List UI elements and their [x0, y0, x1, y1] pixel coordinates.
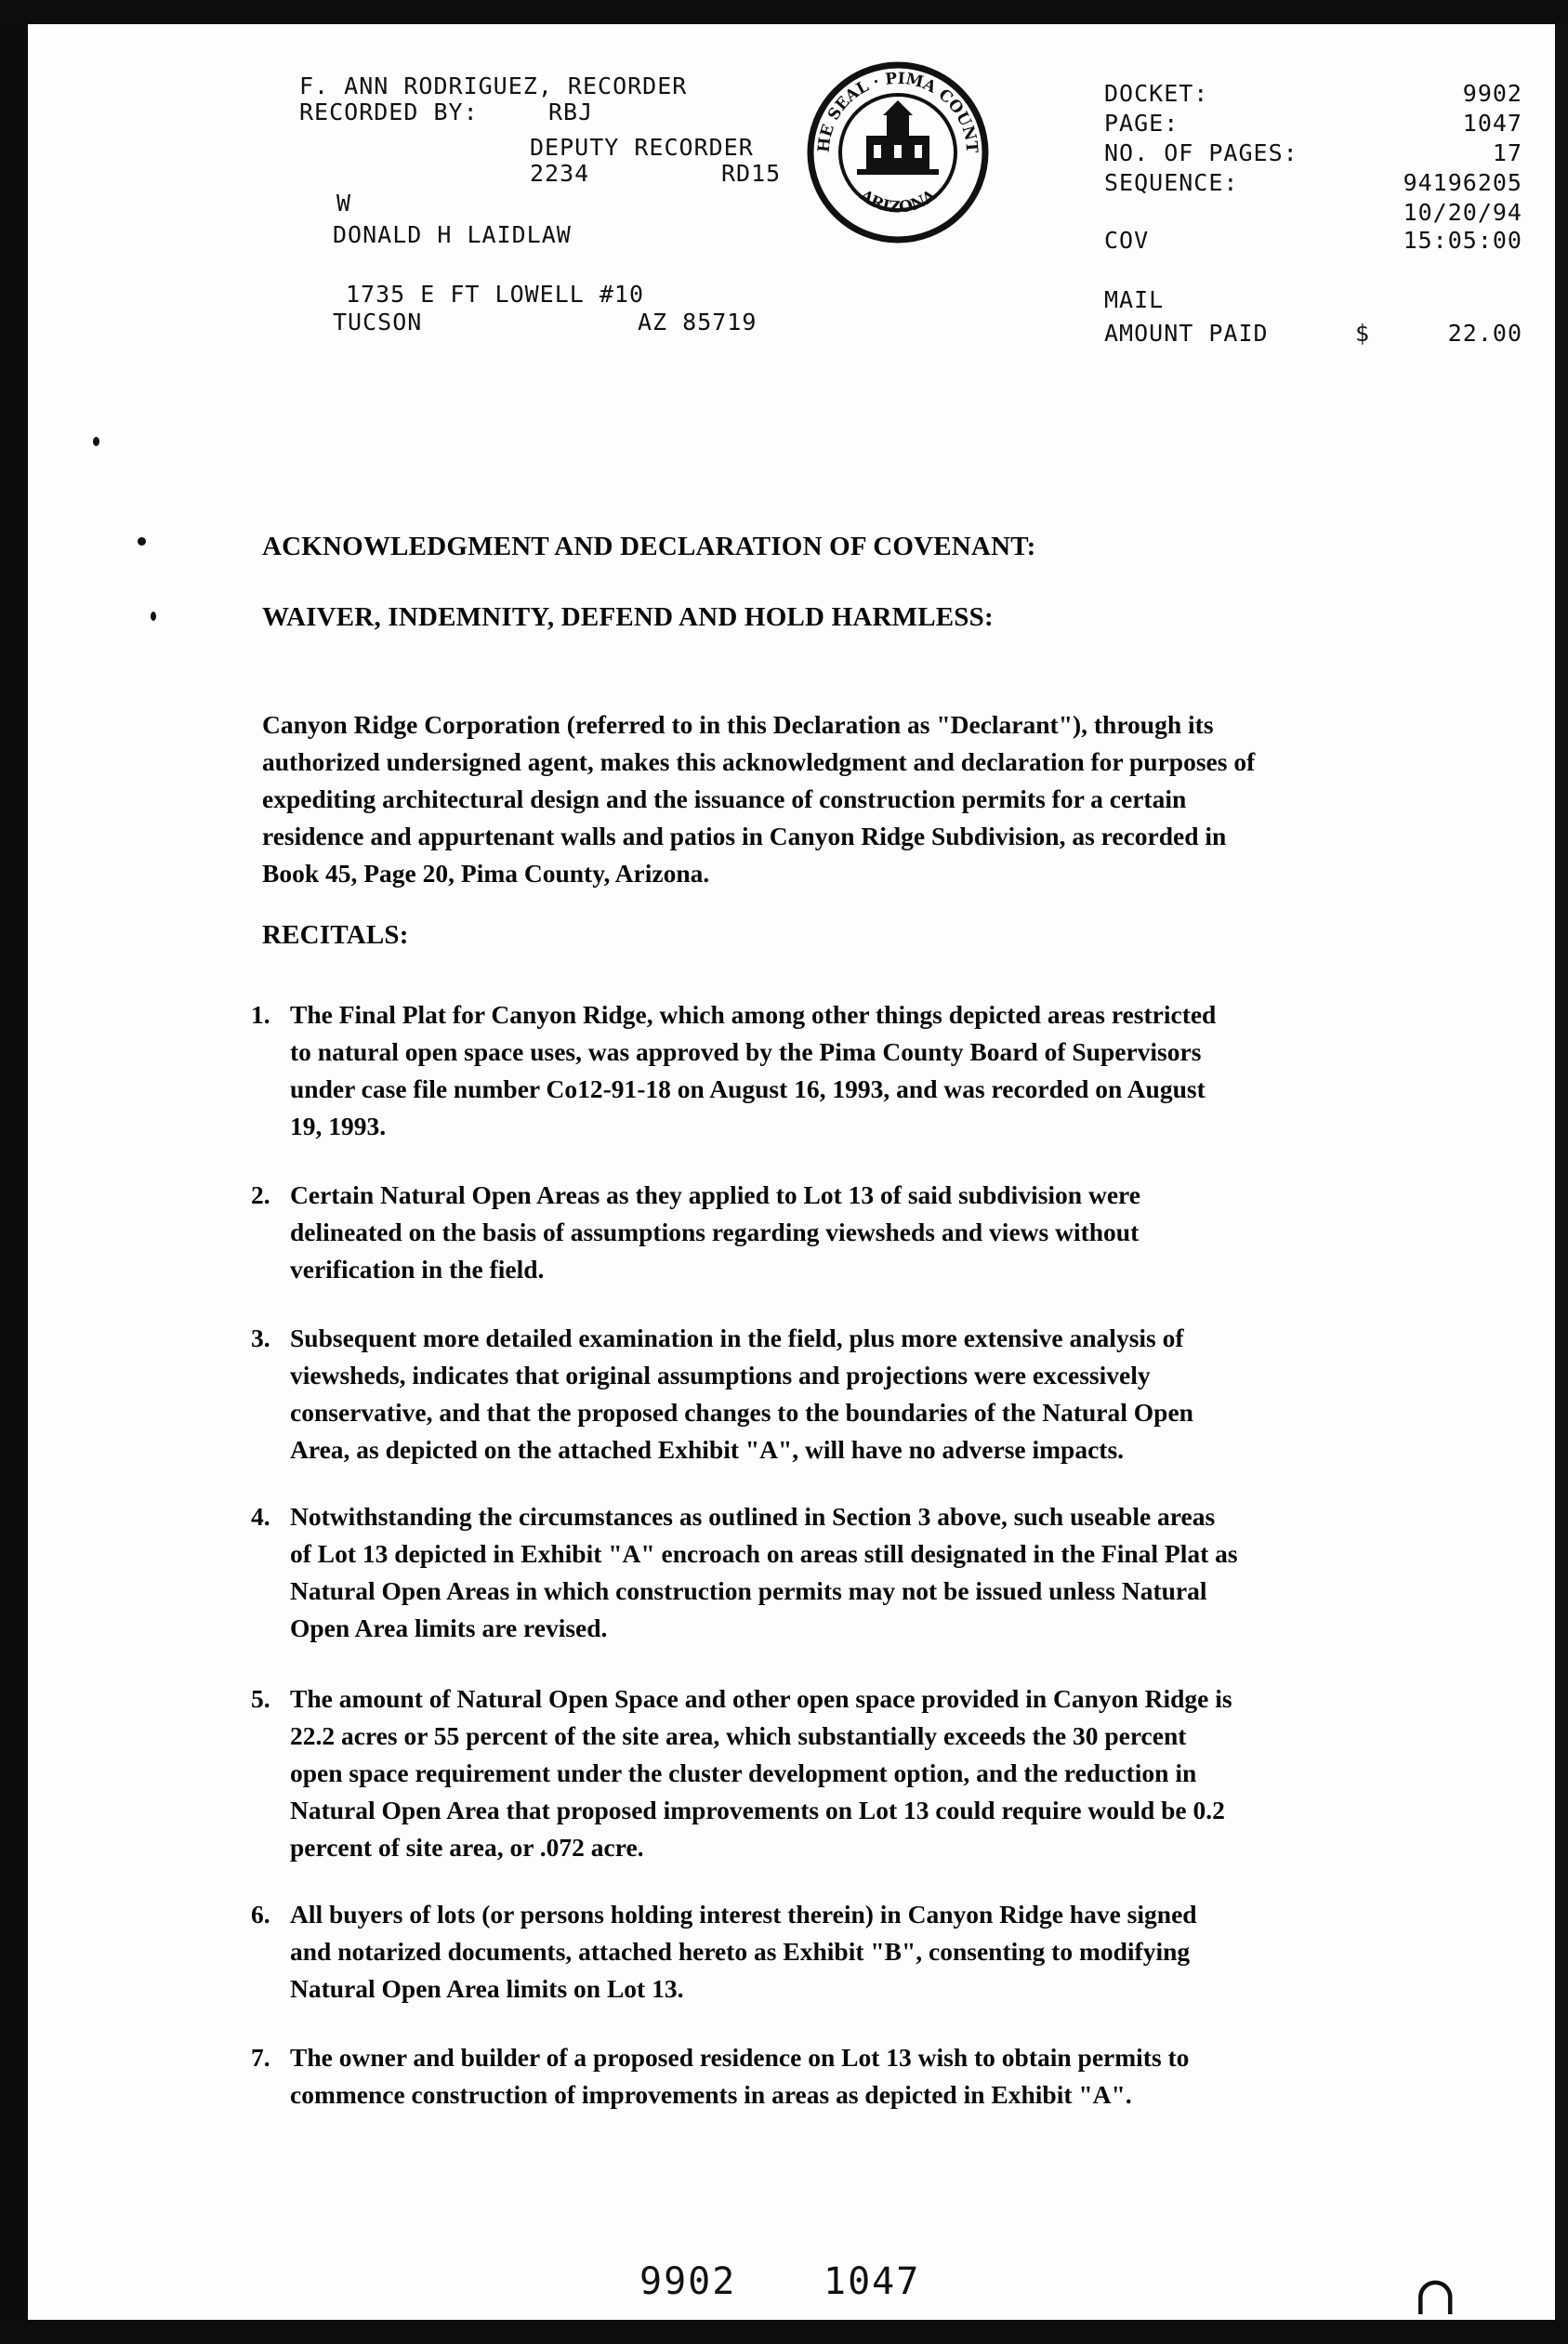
scan-border-top — [0, 0, 1568, 24]
deputy-code: RD15 — [721, 160, 782, 187]
recital-number: 5. — [251, 1684, 270, 1713]
intro-line: residence and appurtenant walls and patios in Canyon Ridge Subdivision, as recorded in — [262, 822, 1227, 850]
pages-value: 17 — [1492, 139, 1522, 166]
recital-line: Certain Natural Open Areas as they applied to Lot 13 of said subdivision were — [290, 1180, 1140, 1209]
docket-label: DOCKET: — [1104, 80, 1209, 107]
recital-number: 1. — [251, 1000, 270, 1029]
scan-speck — [151, 612, 156, 621]
time-value: 15:05:00 — [1403, 227, 1522, 254]
footer-docket: 9902 — [639, 2260, 737, 2303]
scan-border-left — [0, 0, 28, 2344]
sequence-value: 94196205 — [1403, 169, 1522, 196]
footer-page: 1047 — [824, 2260, 921, 2303]
recital-line: percent of site area, or .072 acre. — [290, 1833, 644, 1862]
recital-number: 6. — [251, 1900, 270, 1929]
cov-label: COV — [1104, 227, 1150, 254]
recital-line: The Final Plat for Canyon Ridge, which among other things depicted areas restricted — [290, 1000, 1217, 1029]
address-line: 1735 E FT LOWELL #10 — [346, 281, 645, 308]
w-marker: W — [336, 190, 352, 217]
scan-speck — [93, 437, 99, 446]
recital-line: verification in the field. — [290, 1255, 545, 1284]
recital-line: viewsheds, indicates that original assumptions and projections were excessively — [290, 1361, 1151, 1389]
intro-line: expediting architectural design and the issuance of construction permits for a certain — [262, 784, 1187, 813]
seal-icon — [805, 59, 991, 245]
recital-line: Area, as depicted on the attached Exhibit "A", will have no adverse impacts. — [290, 1435, 1125, 1464]
recital-line: open space requirement under the cluster development option, and the reduction in — [290, 1758, 1197, 1787]
recital-text — [290, 2039, 1350, 2114]
amount-label: AMOUNT PAID — [1104, 320, 1269, 347]
recital-line: Natural Open Area limits on Lot 13. — [290, 1974, 684, 2003]
recitals-heading: RECITALS: — [262, 920, 409, 950]
recital-text — [290, 1498, 1350, 1647]
date-value: 10/20/94 — [1403, 199, 1522, 226]
deputy-id: 2234 — [530, 160, 590, 187]
recital-line: Open Area limits are revised. — [290, 1613, 608, 1642]
recital-text — [290, 1896, 1350, 2008]
page-value: 1047 — [1462, 110, 1522, 137]
recital-text — [290, 1177, 1350, 1288]
recorded-by-value: RBJ — [548, 99, 594, 125]
grantor-name: DONALD H LAIDLAW — [333, 221, 572, 248]
city: TUCSON — [333, 309, 423, 336]
document-subtitle: WAIVER, INDEMNITY, DEFEND AND HOLD HARMLESS: — [262, 602, 994, 632]
scan-speck — [138, 537, 146, 546]
recital-line: and notarized documents, attached hereto as Exhibit "B", consenting to modifying — [290, 1937, 1191, 1966]
scan-border-bottom — [0, 2320, 1568, 2344]
recital-number: 7. — [251, 2043, 270, 2072]
intro-paragraph — [262, 706, 1359, 892]
recital-line: under case file number Co12-91-18 on August 16, 1993, and was recorded on August — [290, 1074, 1206, 1103]
intro-line: Canyon Ridge Corporation (referred to in this Declaration as "Declarant"), through its — [262, 710, 1214, 739]
pages-label: NO. OF PAGES: — [1104, 139, 1298, 166]
recital-line: delineated on the basis of assumptions regarding viewsheds and views without — [290, 1218, 1140, 1246]
recorder-line: F. ANN RODRIGUEZ, RECORDER — [299, 72, 688, 99]
footer-mark: ∩ — [1413, 2264, 1458, 2327]
recital-text — [290, 996, 1350, 1145]
recital-line: 22.2 acres or 55 percent of the site area, which substantially exceeds the 30 percent — [290, 1721, 1187, 1750]
recital-line: conservative, and that the proposed changes to the boundaries of the Natural Open — [290, 1398, 1193, 1427]
intro-line: Book 45, Page 20, Pima County, Arizona. — [262, 859, 710, 888]
recorded-by-label: RECORDED BY: — [299, 99, 479, 125]
recital-line: 19, 1993. — [290, 1112, 387, 1140]
county-seal — [805, 59, 991, 245]
recital-number: 4. — [251, 1502, 270, 1531]
recital-line: Subsequent more detailed examination in the field, plus more extensive analysis of — [290, 1323, 1184, 1352]
recital-line: Natural Open Areas in which construction permits may not be issued unless Natural — [290, 1576, 1207, 1605]
recital-line: Natural Open Area that proposed improvements on Lot 13 could require would be 0.2 — [290, 1796, 1225, 1824]
recital-text — [290, 1320, 1350, 1468]
recital-number: 2. — [251, 1180, 270, 1209]
recital-line: The amount of Natural Open Space and other open space provided in Canyon Ridge is — [290, 1684, 1232, 1713]
amount-currency: $ — [1355, 320, 1371, 347]
mail-label: MAIL — [1104, 286, 1165, 313]
recital-line: commence construction of improvements in areas as depicted in Exhibit "A". — [290, 2080, 1132, 2109]
scan-border-right — [1555, 0, 1568, 2344]
amount-value: 22.00 — [1447, 320, 1522, 347]
recital-line: The owner and builder of a proposed residence on Lot 13 wish to obtain permits to — [290, 2043, 1190, 2072]
seal-top-text: HE SEAL · PIMA COUNT — [814, 69, 982, 154]
page-label: PAGE: — [1104, 110, 1179, 137]
recital-line: of Lot 13 depicted in Exhibit "A" encroach on areas still designated in the Final Plat as — [290, 1539, 1238, 1568]
intro-line: authorized undersigned agent, makes this acknowledgment and declaration for purposes of — [262, 747, 1256, 776]
state-zip: AZ 85719 — [638, 309, 758, 336]
recital-line: to natural open space uses, was approved by the Pima County Board of Supervisors — [290, 1037, 1202, 1066]
deputy-recorder-label: DEPUTY RECORDER — [530, 134, 754, 161]
sequence-label: SEQUENCE: — [1104, 169, 1239, 196]
svg-text:ARIZONA — [855, 186, 940, 217]
recital-line: Notwithstanding the circumstances as outlined in Section 3 above, such useable areas — [290, 1502, 1216, 1531]
seal-bottom-text: ARIZONA — [856, 186, 940, 217]
docket-value: 9902 — [1462, 80, 1522, 107]
recital-text — [290, 1680, 1350, 1866]
document-title: ACKNOWLEDGMENT AND DECLARATION OF COVENANT: — [262, 532, 1036, 561]
recital-number: 3. — [251, 1323, 270, 1352]
recital-line: All buyers of lots (or persons holding interest therein) in Canyon Ridge have signed — [290, 1900, 1197, 1929]
